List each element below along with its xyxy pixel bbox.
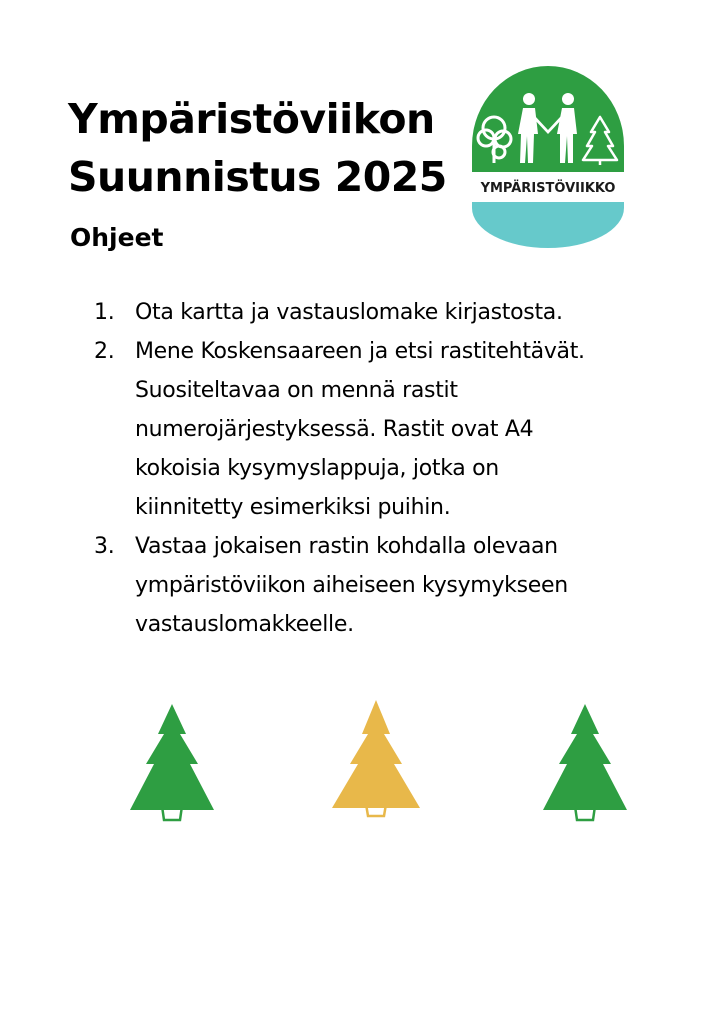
instruction-line: numerojärjestyksessä. Rastit ovat A4 [135, 417, 534, 442]
title-line-1: Ympäristöviikon [68, 95, 435, 143]
pine-tree-icon [122, 700, 222, 822]
instruction-line: ympäristöviikon aiheiseen kysymykseen [135, 573, 568, 598]
instruction-line: Ota kartta ja vastauslomake kirjastosta. [135, 300, 563, 325]
instruction-line: Suositeltavaa on mennä rastit [135, 378, 458, 403]
logo-teal-bowl [472, 202, 624, 248]
title-line-2: Suunnistus 2025 [68, 153, 447, 201]
instruction-item [94, 527, 694, 644]
logo-text: YMPÄRISTÖVIIKKO [480, 181, 616, 196]
instruction-line: vastauslomakkeelle. [135, 612, 354, 637]
pine-tree-icon [326, 700, 426, 822]
instruction-item [94, 293, 694, 332]
instruction-line: Vastaa jokaisen rastin kohdalla olevaan [135, 534, 558, 559]
document-title [68, 90, 447, 206]
instruction-line: Mene Koskensaareen ja etsi rastitehtävät. [135, 339, 585, 364]
instruction-list [94, 293, 694, 644]
pine-tree-icon [535, 700, 635, 822]
ymparistoviikko-logo [472, 66, 624, 248]
instruction-number: 3. [94, 534, 115, 559]
instruction-number: 1. [94, 300, 115, 325]
instruction-item [94, 332, 694, 527]
instruction-line: kiinnitetty esimerkiksi puihin. [135, 495, 451, 520]
instruction-line: kokoisia kysymyslappuja, jotka on [135, 456, 499, 481]
instruction-number: 2. [94, 339, 115, 364]
section-heading: Ohjeet [70, 223, 164, 252]
